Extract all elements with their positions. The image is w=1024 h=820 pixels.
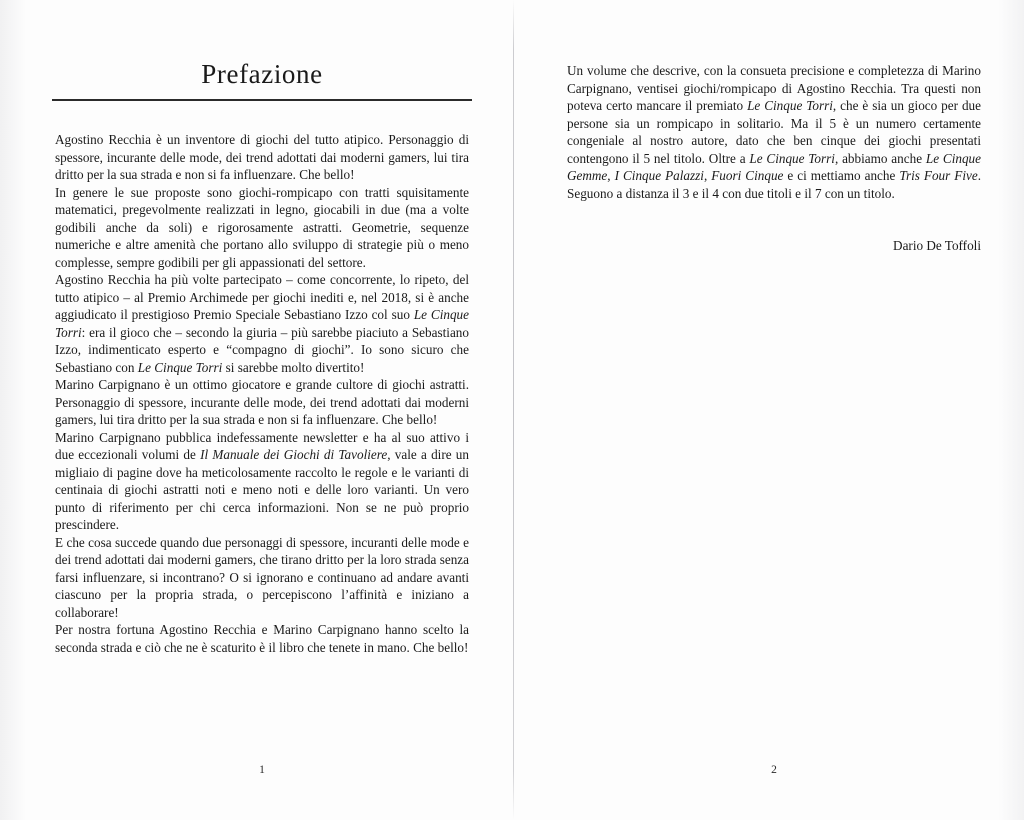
left-page-textblock [55, 131, 469, 656]
page-title: Prefazione [201, 59, 323, 89]
right-page-textblock [567, 62, 981, 255]
folio-page-number: 2 [771, 764, 777, 776]
paragraph [55, 184, 469, 272]
paragraph [55, 429, 469, 534]
text-run: . Seguono a distanza il 3 e il 4 con due titoli e il 7 con un titolo. [567, 168, 982, 201]
italic-title: Le Cinque Torri [55, 307, 469, 340]
paragraph [55, 131, 469, 184]
text-run: , che è sia un gioco per due persone sia un rompicapo in solitario. Ma il 5 è un numero certamente congeniale al nostro autore, dato che ben cinque dei giochi presentati contengono il 5 nel titolo. Oltre a [567, 98, 981, 166]
paragraph-list-right [567, 62, 981, 202]
text-run: , abbiamo anche [834, 150, 926, 166]
text-run: Marino Carpignano pubblica indefessamente newsletter e ha al suo attivo i due eccezionali volumi de [55, 429, 469, 462]
paragraph [55, 621, 469, 656]
text-run: Agostino Recchia è un inventore di giochi del tutto atipico. Personaggio di spessore, incurante delle mode, dei trend adottati dai moderni gamers, lui tira dritto per la sua strada e non si fa influenzare. Che bello! [55, 132, 469, 182]
italic-title: Fuori Cinque [711, 168, 784, 183]
text-run: : era il gioco che – secondo la giuria – più sarebbe piaciuto a Sebastiano Izzo, indimenticato esperto e “compagno di giochi”. Io sono sicuro che Sebastiano con [55, 324, 469, 375]
author-signature: Dario De Toffoli [893, 238, 981, 253]
italic-title: Tris Four Five [899, 168, 978, 183]
paragraph [55, 376, 469, 429]
heading-rule [52, 99, 472, 101]
italic-title: Le Cinque Torri [749, 150, 835, 166]
text-run: si sarebbe molto divertito! [222, 359, 365, 375]
italic-title: I Cinque Palazzi [614, 168, 704, 183]
text-run: , vale a dire un migliaio di pagine dove ha meticolosamente raccolto le regole e le varianti di centinaia di giochi astratti noti e meno noti e delle loro varianti. Un vero punto di riferimento per chi cerca informazioni. Non se ne può proprio prescindere. [55, 447, 469, 532]
book-gutter-seam [513, 0, 514, 820]
paragraph [55, 271, 469, 376]
folio-page-number: 1 [259, 764, 265, 776]
italic-title: Le Cinque Torri [747, 98, 833, 113]
text-run: In genere le sue proposte sono giochi-rompicapo con tratti squisitamente matematici, pregevolmente realizzati in legno, giocabili in due (ma a volte godibili anche da soli) e rigorosamente astratti. Geometrie, sequenze numeriche e altre amenità che portano allo sviluppo di strategie più o meno complesse, sempre godibili per gli appassionati del settore. [55, 184, 469, 270]
page-right [513, 0, 1024, 820]
paragraph-list-left [55, 131, 469, 656]
text-run: , [703, 168, 712, 183]
text-run: E che cosa succede quando due personaggi di spessore, incuranti delle mode e dei trend adottati dai moderni gamers, che tirano dritto per la loro strada senza farsi influenzare, si incontrano? O si ignorano e continuano ad andare avanti ciascuno per la propria strada, o percepiscono l’affinità e iniziano a collaborare! [55, 534, 469, 620]
paragraph [567, 62, 981, 202]
text-run: Un volume che descrive, con la consueta precisione e completezza di Marino Carpignano, ventisei giochi/rompicapo di Agostino Recchia. Tra questi non poteva certo mancare il premiato [567, 63, 981, 113]
text-run: Marino Carpignano è un ottimo giocatore e grande cultore di giochi astratti. Personaggio di spessore, incurante delle mode, dei trend adottati dai moderni gamers, lui tira dritto per la sua strada e non si fa influenzare. Che bello! [55, 377, 469, 427]
italic-title: Le Cinque Gemme [567, 150, 981, 183]
text-run: Per nostra fortuna Agostino Recchia e Marino Carpignano hanno scelto la seconda strada e ciò che ne è scaturito è il libro che tenete in mano. Che bello! [55, 622, 469, 655]
text-run: e ci mettiamo anche [783, 168, 900, 183]
paragraph [55, 534, 469, 622]
italic-title: Le Cinque Torri [137, 359, 223, 375]
text-run: Agostino Recchia ha più volte partecipato – come concorrente, lo ripeto, del tutto atipico – al Premio Archimede per giochi inediti e, nel 2018, si è anche aggiudicato il prestigioso Premio Speciale Sebastiano Izzo col suo [55, 272, 469, 322]
italic-title: Il Manuale dei Giochi di Tavoliere [200, 447, 388, 462]
text-run: , [607, 168, 615, 183]
signature-spacer [567, 202, 981, 220]
